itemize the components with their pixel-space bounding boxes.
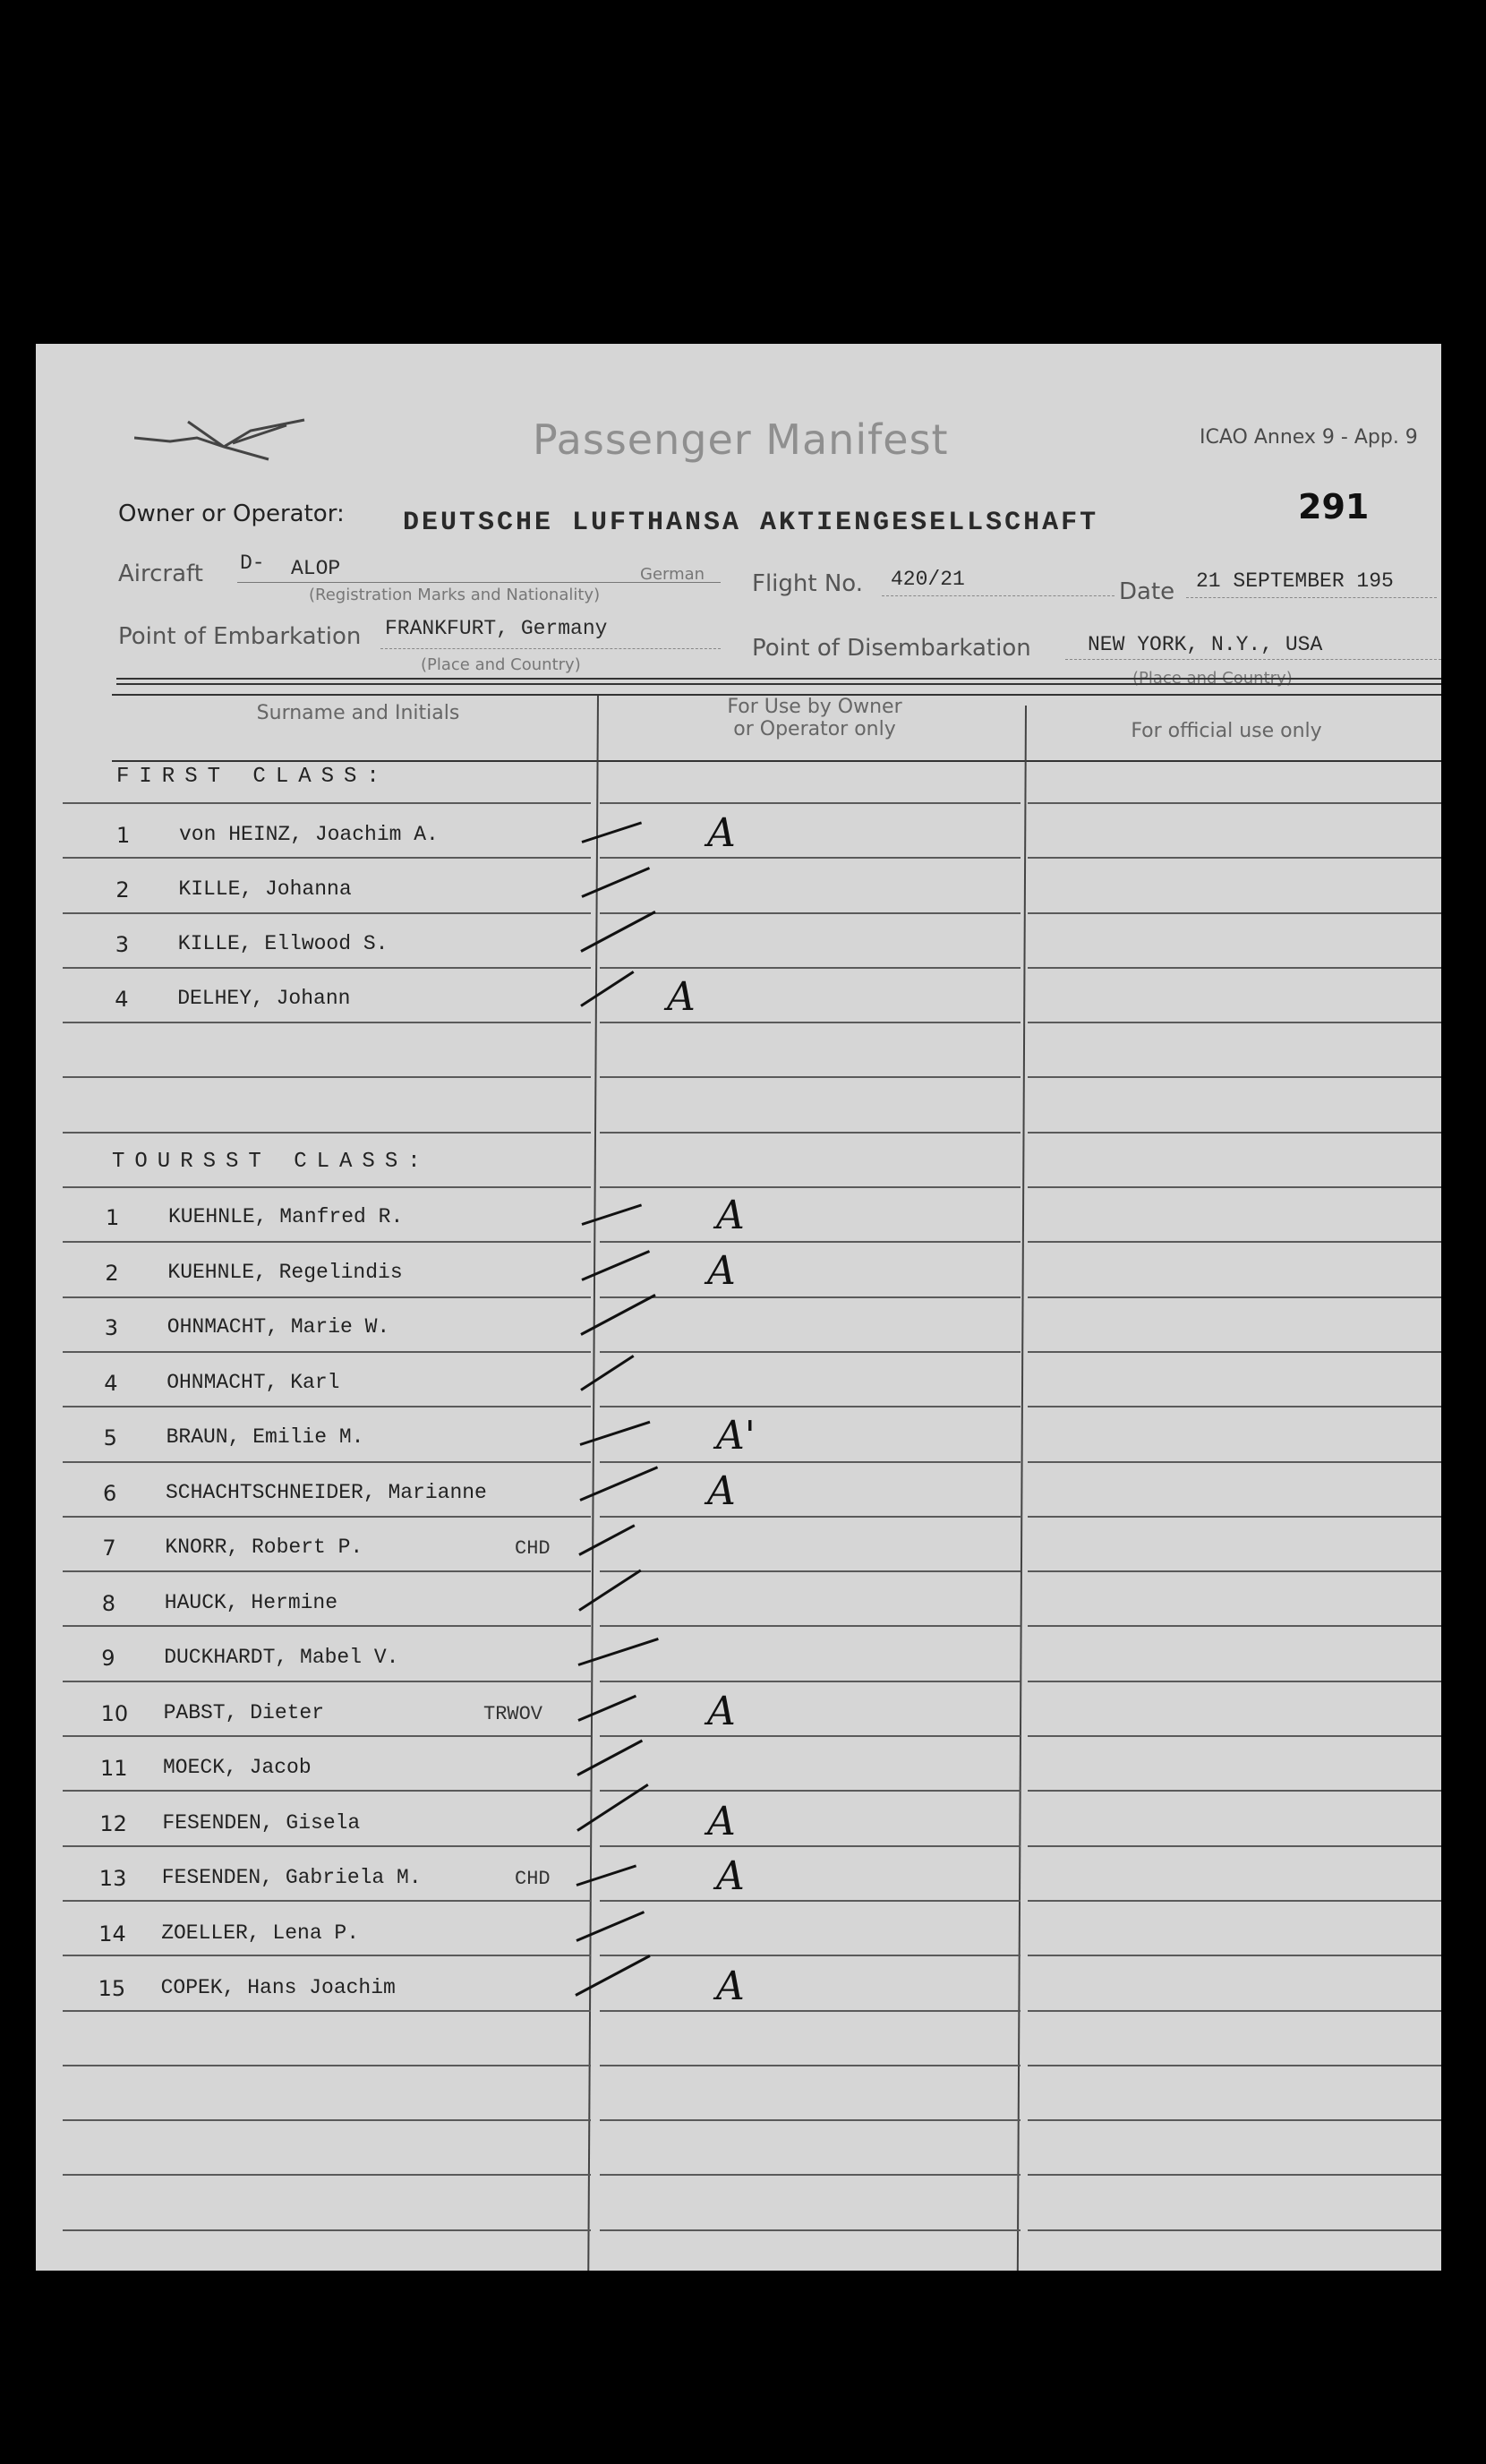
row-rule [63, 802, 591, 804]
check-tick [580, 1421, 651, 1446]
row-rule [63, 857, 591, 859]
row-rule [1028, 1241, 1441, 1243]
tourist-class-name: FESENDEN, Gisela [162, 1810, 361, 1835]
row-rule [1028, 1955, 1441, 1956]
tourist-class-mark: A [716, 1853, 745, 1899]
tourist-class-number: 2 [105, 1260, 119, 1286]
check-tick [575, 1955, 650, 1997]
tourist-class-name: OHNMACHT, Karl [167, 1370, 340, 1394]
row-rule [63, 2119, 591, 2121]
table-top-rule-2 [116, 683, 1441, 685]
row-rule [1028, 802, 1441, 804]
first-class-name: von HEINZ, Joachim A. [179, 823, 439, 846]
row-rule [63, 1570, 591, 1572]
row-rule [63, 1900, 591, 1902]
check-tick [582, 1203, 643, 1225]
row-rule [600, 802, 1021, 804]
check-tick [579, 1466, 658, 1501]
tourist-class-mark: A' [716, 1413, 756, 1459]
row-rule [1028, 1570, 1441, 1572]
row-rule [63, 1406, 591, 1407]
row-rule [63, 1955, 591, 1956]
row-rule [63, 1296, 591, 1298]
tourist-class-number: 13 [98, 1866, 127, 1891]
owner-label: Owner or Operator: [118, 500, 345, 527]
first-class-mark: A [667, 974, 696, 1020]
row-rule [63, 1461, 591, 1463]
tourist-class-number: 9 [101, 1646, 115, 1671]
row-rule [1028, 1132, 1441, 1134]
row-rule [600, 2065, 1021, 2066]
row-rule [1028, 1461, 1441, 1463]
row-rule [1028, 2174, 1441, 2176]
row-rule [600, 1570, 1021, 1572]
row-rule [600, 1790, 1021, 1792]
check-tick [578, 1569, 641, 1611]
embarkation-label: Point of Embarkation [118, 623, 362, 650]
table-top-rule [116, 678, 1441, 680]
row-rule [1028, 857, 1441, 859]
flight-underline [882, 595, 1114, 596]
aircraft-prefix: D- [240, 552, 265, 575]
check-tick [576, 1911, 645, 1942]
column-head-bottom-rule [112, 760, 1441, 762]
disembarkation-label: Point of Disembarkation [752, 635, 1031, 662]
disembarkation-caption: (Place and Country) [1132, 669, 1293, 688]
date-label: Date [1119, 578, 1175, 605]
row-rule [1028, 967, 1441, 969]
check-tick [580, 1355, 634, 1391]
tourist-class-name: KNORR, Robert P. [165, 1536, 363, 1559]
row-rule [63, 1845, 591, 1847]
row-rule [600, 1076, 1021, 1078]
column-head-surname: Surname and Initials [256, 702, 460, 724]
check-tick [576, 1740, 643, 1776]
tourist-class-number: 6 [103, 1480, 117, 1506]
row-rule [600, 1351, 1021, 1353]
column-head-owner-use-1: For Use by Owner [727, 696, 902, 718]
lufthansa-crane-logo [134, 411, 313, 474]
tourist-class-number: 4 [104, 1370, 118, 1396]
row-rule [1028, 1516, 1441, 1518]
check-tick [576, 1864, 637, 1886]
row-rule [63, 2010, 591, 2012]
check-tick [580, 971, 634, 1007]
tourist-class-number: 10 [100, 1700, 129, 1726]
row-rule [600, 912, 1021, 914]
column-divider-1 [587, 696, 599, 2271]
row-rule [600, 2174, 1021, 2176]
row-rule [600, 1186, 1021, 1188]
row-rule [600, 1955, 1021, 1956]
row-rule [63, 1516, 591, 1518]
date-value: 21 SEPTEMBER 195 [1196, 569, 1394, 593]
tourist-class-number: 1 [106, 1205, 120, 1230]
tourist-class-note: TRWOV [483, 1702, 543, 1725]
row-rule [63, 1132, 591, 1134]
first-class-heading: FIRST CLASS: [116, 765, 389, 789]
row-rule [1028, 2119, 1441, 2121]
annex-reference: ICAO Annex 9 - App. 9 [1200, 426, 1418, 449]
row-rule [1028, 1735, 1441, 1737]
tourist-class-number: 14 [98, 1921, 126, 1946]
row-rule [63, 1681, 591, 1682]
aircraft-label: Aircraft [118, 560, 203, 587]
disembarkation-value: NEW YORK, N.Y., USA [1088, 633, 1323, 656]
embarkation-value: FRANKFURT, Germany [385, 617, 608, 640]
row-rule [1028, 1351, 1441, 1353]
first-class-name: KILLE, Johanna [178, 877, 352, 901]
tourist-class-name: DUCKHARDT, Mabel V. [164, 1646, 399, 1669]
row-rule [600, 2229, 1021, 2231]
row-rule [1028, 1790, 1441, 1792]
page-number: 291 [1298, 487, 1370, 526]
first-class-number: 1 [116, 823, 131, 848]
row-rule [600, 1296, 1021, 1298]
tourist-class-note: CHD [515, 1537, 551, 1560]
first-class-name: KILLE, Ellwood S. [177, 932, 389, 955]
tourist-class-name: KUEHNLE, Manfred R. [168, 1205, 404, 1228]
row-rule [1028, 1900, 1441, 1902]
aircraft-caption: (Registration Marks and Nationality) [309, 586, 601, 604]
check-tick [581, 867, 650, 898]
tourist-class-number: 5 [103, 1425, 117, 1450]
check-tick [577, 1694, 636, 1721]
row-rule [63, 2065, 591, 2066]
first-class-number: 2 [115, 877, 130, 903]
tourist-class-heading: TOURSST CLASS: [112, 1150, 431, 1174]
row-rule [600, 1516, 1021, 1518]
tourist-class-name: COPEK, Hans Joachim [160, 1976, 396, 1999]
row-rule [600, 1132, 1021, 1134]
row-rule [1028, 1845, 1441, 1847]
row-rule [1028, 2229, 1441, 2231]
disembarkation-underline [1065, 659, 1441, 660]
row-rule [1028, 1022, 1441, 1023]
row-rule [63, 1351, 591, 1353]
tourist-class-name: ZOELLER, Lena P. [161, 1921, 360, 1945]
row-rule [600, 2010, 1021, 2012]
row-rule [1028, 1076, 1441, 1078]
tourist-class-note: CHD [515, 1868, 551, 1890]
row-rule [63, 1186, 591, 1188]
check-tick [582, 821, 643, 843]
tourist-class-mark: A [716, 1193, 745, 1238]
row-rule [600, 1241, 1021, 1243]
row-rule [63, 2174, 591, 2176]
tourist-class-name: MOECK, Jacob [163, 1756, 312, 1779]
row-rule [1028, 2010, 1441, 2012]
manifest-sheet [36, 344, 1441, 2271]
row-rule [600, 1461, 1021, 1463]
embarkation-underline [380, 648, 721, 649]
tourist-class-name: PABST, Dieter [163, 1700, 325, 1724]
row-rule [63, 2229, 591, 2231]
tourist-class-number: 8 [101, 1590, 116, 1616]
row-rule [1028, 1681, 1441, 1682]
flight-number: 420/21 [891, 568, 965, 591]
tourist-class-mark: A [707, 1467, 736, 1514]
flight-label: Flight No. [752, 570, 864, 597]
tourist-class-mark: A [707, 1798, 736, 1844]
column-divider-2 [1017, 706, 1027, 2271]
row-rule [600, 1900, 1021, 1902]
row-rule [63, 912, 591, 914]
first-class-number: 4 [115, 987, 129, 1012]
check-tick [581, 1250, 650, 1281]
tourist-class-name: FESENDEN, Gabriela M. [161, 1866, 422, 1889]
tourist-class-mark: A [716, 1964, 745, 2009]
first-class-mark: A [707, 810, 736, 856]
row-rule [1028, 1625, 1441, 1627]
row-rule [63, 1241, 591, 1243]
tourist-class-name: HAUCK, Hermine [164, 1590, 338, 1614]
tourist-class-mark: A [707, 1688, 736, 1734]
row-rule [600, 1406, 1021, 1407]
row-rule [1028, 1406, 1441, 1407]
row-rule [1028, 1296, 1441, 1298]
tourist-class-number: 12 [99, 1810, 127, 1836]
column-head-owner-use-2: or Operator only [733, 718, 896, 740]
tourist-class-number: 11 [100, 1756, 128, 1781]
row-rule [63, 1790, 591, 1792]
first-class-number: 3 [115, 932, 130, 957]
check-tick [578, 1638, 659, 1666]
tourist-class-name: SCHACHTSCHNEIDER, Marianne [166, 1480, 487, 1504]
row-rule [63, 1022, 591, 1023]
tourist-class-number: 15 [98, 1976, 126, 2001]
row-rule [600, 1735, 1021, 1737]
check-tick [580, 911, 655, 953]
row-rule [600, 1625, 1021, 1627]
tourist-class-name: BRAUN, Emilie M. [166, 1425, 364, 1449]
tourist-class-mark: A [707, 1247, 736, 1294]
row-rule [63, 1625, 591, 1627]
row-rule [600, 1022, 1021, 1023]
aircraft-nationality: German [640, 565, 705, 584]
check-tick [580, 1294, 655, 1336]
row-rule [600, 1845, 1021, 1847]
row-rule [600, 967, 1021, 969]
form-title: Passenger Manifest [533, 415, 949, 464]
tourist-class-number: 3 [104, 1315, 119, 1340]
row-rule [600, 857, 1021, 859]
check-tick [578, 1524, 635, 1556]
column-head-official: For official use only [1131, 720, 1322, 742]
owner-value: DEUTSCHE LUFTHANSA AKTIENGESELLSCHAFT [403, 508, 1099, 538]
embarkation-caption: (Place and Country) [421, 655, 581, 674]
tourist-class-name: OHNMACHT, Marie W. [167, 1315, 390, 1339]
aircraft-registration: ALOP [291, 557, 341, 580]
tourist-class-name: KUEHNLE, Regelindis [167, 1260, 403, 1284]
row-rule [1028, 912, 1441, 914]
date-underline [1186, 597, 1437, 598]
row-rule [63, 967, 591, 969]
row-rule [63, 1735, 591, 1737]
row-rule [63, 1076, 591, 1078]
first-class-name: DELHEY, Johann [177, 987, 351, 1010]
row-rule [600, 1681, 1021, 1682]
row-rule [1028, 1186, 1441, 1188]
row-rule [600, 2119, 1021, 2121]
tourist-class-number: 7 [102, 1536, 116, 1561]
aircraft-underline [237, 582, 721, 583]
row-rule [1028, 2065, 1441, 2066]
